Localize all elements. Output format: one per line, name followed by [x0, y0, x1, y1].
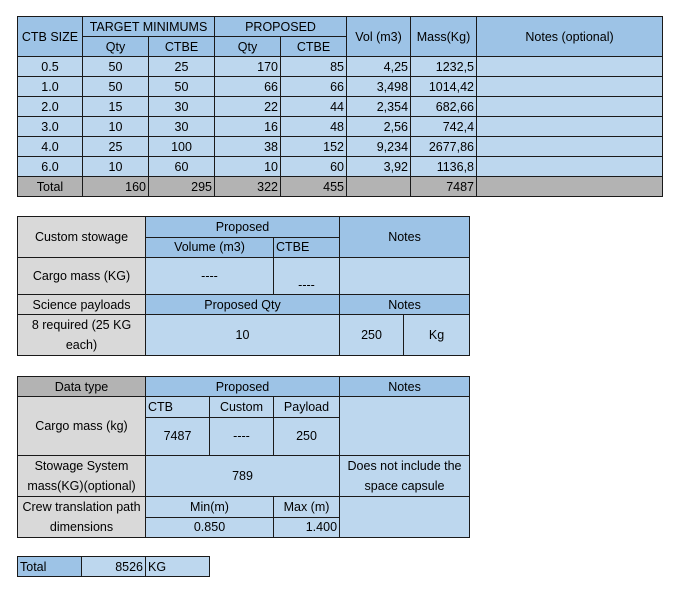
header-vol: Vol (m3) — [347, 17, 411, 57]
vol-cell: 2,56 — [347, 117, 411, 137]
header-proposed-ctbe: CTBE — [281, 37, 347, 57]
table-row — [18, 77, 663, 97]
grand-total-value: 8526 — [82, 557, 146, 577]
ctb-header: CTB — [146, 397, 210, 418]
ctb-value: 7487 — [146, 417, 210, 455]
grand-total-label: Total — [18, 557, 82, 577]
notes-header-2: Notes — [340, 295, 470, 315]
mass-cell: 742,4 — [411, 117, 477, 137]
notes-cell — [477, 57, 663, 77]
max-value: 1.400 — [274, 517, 340, 538]
total-proposed-ctbe: 455 — [281, 177, 347, 197]
target-qty-cell: 50 — [83, 77, 149, 97]
notes-cell — [477, 97, 663, 117]
stowage-system-note: Does not include the space capsule — [340, 456, 470, 497]
ctb-size-cell: 0.5 — [18, 57, 83, 77]
max-header: Max (m) — [274, 497, 340, 518]
target-ctbe-cell: 50 — [149, 77, 215, 97]
proposed-ctbe-cell: 85 — [281, 57, 347, 77]
mass-cell: 682,66 — [411, 97, 477, 117]
header-mass: Mass(Kg) — [411, 17, 477, 57]
notes-cell — [477, 157, 663, 177]
proposed-header: Proposed — [146, 217, 340, 238]
payload-mass-unit: Kg — [404, 315, 470, 356]
ctb-size-cell: 4.0 — [18, 137, 83, 157]
total-target-qty: 160 — [83, 177, 149, 197]
header-proposed: PROPOSED — [215, 17, 347, 37]
notes-header: Notes — [340, 377, 470, 397]
proposed-qty-cell: 10 — [215, 157, 281, 177]
payload-header: Payload — [274, 397, 340, 418]
proposed-qty-cell: 16 — [215, 117, 281, 137]
target-qty-cell: 10 — [83, 157, 149, 177]
proposed-qty-cell: 66 — [215, 77, 281, 97]
header-notes: Notes (optional) — [477, 17, 663, 57]
target-qty-cell: 50 — [83, 57, 149, 77]
proposed-qty-cell: 38 — [215, 137, 281, 157]
table-row — [18, 117, 663, 137]
vol-cell: 3,498 — [347, 77, 411, 97]
payload-value: 250 — [274, 417, 340, 455]
payload-mass-value: 250 — [340, 315, 404, 356]
custom-value: ---- — [210, 417, 274, 455]
target-ctbe-cell: 30 — [149, 97, 215, 117]
volume-value: ---- — [146, 258, 274, 295]
notes-header: Notes — [340, 217, 470, 258]
data-type-table — [17, 376, 470, 538]
target-ctbe-cell: 60 — [149, 157, 215, 177]
total-notes — [477, 177, 663, 197]
notes-cell — [477, 77, 663, 97]
ctbe-value: ---- — [274, 258, 340, 295]
table-row — [18, 57, 663, 77]
proposed-ctbe-cell: 152 — [281, 137, 347, 157]
ctb-size-cell: 3.0 — [18, 117, 83, 137]
cargo-mass-label: Cargo mass (kg) — [18, 397, 146, 456]
grand-total-unit: KG — [146, 557, 210, 577]
mass-cell: 1136,8 — [411, 157, 477, 177]
ctb-size-cell: 6.0 — [18, 157, 83, 177]
proposed-qty-cell: 22 — [215, 97, 281, 117]
cargo-notes — [340, 397, 470, 456]
stowage-system-value: 789 — [146, 456, 340, 497]
table-row — [18, 97, 663, 117]
notes-cell — [477, 117, 663, 137]
header-target-ctbe: CTBE — [149, 37, 215, 57]
total-label: Total — [18, 177, 83, 197]
mass-cell: 2677,86 — [411, 137, 477, 157]
total-mass: 7487 — [411, 177, 477, 197]
target-qty-cell: 25 — [83, 137, 149, 157]
data-type-header: Data type — [18, 377, 146, 397]
vol-cell: 9,234 — [347, 137, 411, 157]
custom-stowage-label: Custom stowage — [18, 217, 146, 258]
stowage-system-label: Stowage System mass(KG)(optional) — [18, 456, 146, 497]
ctb-size-table — [17, 16, 663, 197]
target-qty-cell: 15 — [83, 97, 149, 117]
proposed-qty-value: 10 — [146, 315, 340, 356]
proposed-ctbe-cell: 60 — [281, 157, 347, 177]
custom-stowage-table — [17, 216, 470, 356]
proposed-qty-cell: 170 — [215, 57, 281, 77]
table-row — [18, 157, 663, 177]
cargo-notes — [340, 258, 470, 295]
total-proposed-qty: 322 — [215, 177, 281, 197]
min-header: Min(m) — [146, 497, 274, 518]
target-ctbe-cell: 100 — [149, 137, 215, 157]
science-payloads-label: Science payloads — [18, 295, 146, 315]
proposed-ctbe-cell: 48 — [281, 117, 347, 137]
vol-cell: 4,25 — [347, 57, 411, 77]
proposed-qty-header: Proposed Qty — [146, 295, 340, 315]
mass-cell: 1232,5 — [411, 57, 477, 77]
required-label: 8 required (25 KG each) — [18, 315, 146, 356]
header-target-minimums: TARGET MINIMUMS — [83, 17, 215, 37]
proposed-ctbe-cell: 44 — [281, 97, 347, 117]
vol-cell: 3,92 — [347, 157, 411, 177]
proposed-header: Proposed — [146, 377, 340, 397]
volume-header: Volume (m3) — [146, 237, 274, 258]
total-vol — [347, 177, 411, 197]
header-target-qty: Qty — [83, 37, 149, 57]
crew-translation-label: Crew translation path dimensions — [18, 497, 146, 538]
min-value: 0.850 — [146, 517, 274, 538]
ctbe-header: CTBE — [274, 237, 340, 258]
target-ctbe-cell: 30 — [149, 117, 215, 137]
grand-total-table — [17, 556, 210, 577]
target-qty-cell: 10 — [83, 117, 149, 137]
total-target-ctbe: 295 — [149, 177, 215, 197]
header-proposed-qty: Qty — [215, 37, 281, 57]
custom-header: Custom — [210, 397, 274, 418]
header-ctb-size: CTB SIZE — [18, 17, 83, 57]
vol-cell: 2,354 — [347, 97, 411, 117]
ctb-size-cell: 1.0 — [18, 77, 83, 97]
notes-cell — [477, 137, 663, 157]
total-row — [18, 177, 663, 197]
ctb-size-cell: 2.0 — [18, 97, 83, 117]
table-row — [18, 137, 663, 157]
crew-notes — [340, 497, 470, 538]
target-ctbe-cell: 25 — [149, 57, 215, 77]
cargo-mass-label: Cargo mass (KG) — [18, 258, 146, 295]
proposed-ctbe-cell: 66 — [281, 77, 347, 97]
mass-cell: 1014,42 — [411, 77, 477, 97]
